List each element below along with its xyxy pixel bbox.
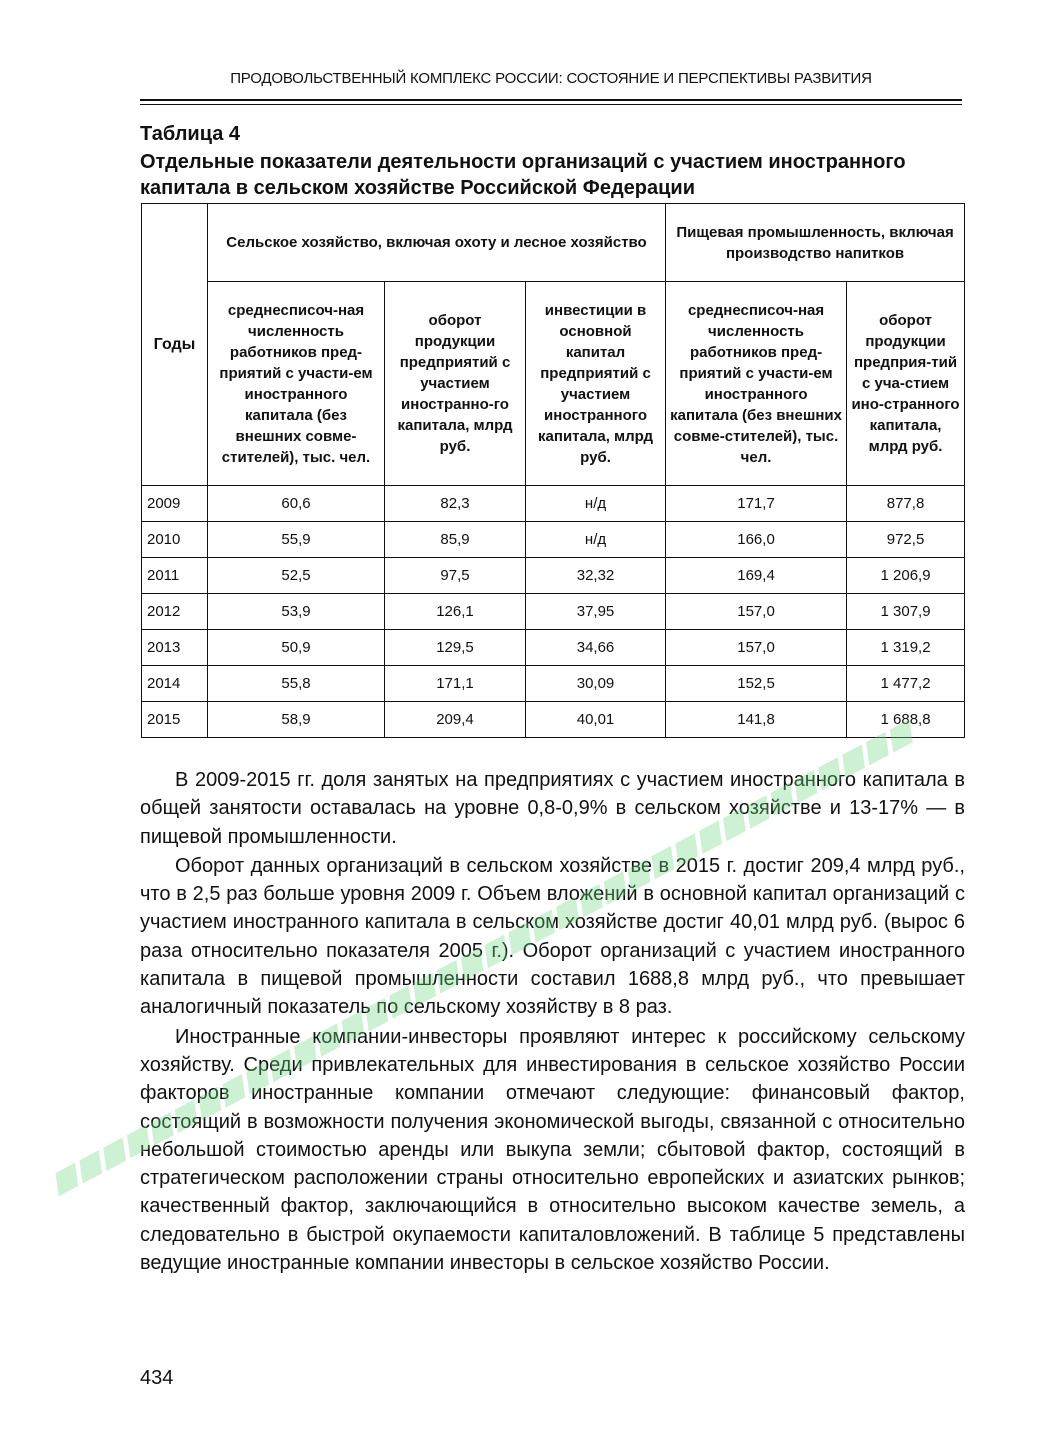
cell-value: н/д: [526, 486, 666, 522]
cell-value: 50,9: [208, 630, 385, 666]
cell-value: 55,9: [208, 522, 385, 558]
cell-value: 1 206,9: [847, 558, 965, 594]
cell-value: 157,0: [666, 630, 847, 666]
header-agri-turnover: оборот продукции предприятий с участием иностранно-го капитала, млрд руб.: [385, 282, 526, 486]
paragraph: В 2009-2015 гг. доля занятых на предприятиях с участием иностранного капитала в общей занятости оставалась на уровне 0,8-0,9% в сельском хозяйстве и 13-17% — в пищевой промышленности.: [140, 769, 965, 848]
header-food-turnover: оборот продукции предприя-тий с уча-стием ино-странного капитала, млрд руб.: [847, 282, 965, 486]
cell-value: 1 319,2: [847, 630, 965, 666]
header-group-food-industry: Пищевая промышленность, включая производство напитков: [666, 204, 965, 282]
cell-value: 166,0: [666, 522, 847, 558]
cell-value: 171,7: [666, 486, 847, 522]
header-years: Годы: [142, 204, 208, 486]
cell-value: 877,8: [847, 486, 965, 522]
cell-value: 82,3: [385, 486, 526, 522]
table-row: [142, 558, 965, 594]
cell-value: 129,5: [385, 630, 526, 666]
cell-value: 97,5: [385, 558, 526, 594]
header-agri-investment: инвестиции в основной капитал предприятий с участием иностранного капитала, млрд руб.: [526, 282, 666, 486]
page-number: 434: [140, 1367, 174, 1389]
cell-value: 34,66: [526, 630, 666, 666]
cell-value: 126,1: [385, 594, 526, 630]
header-rule-thin: [140, 104, 962, 105]
table-row: [142, 486, 965, 522]
cell-value: 1 307,9: [847, 594, 965, 630]
cell-value: 972,5: [847, 522, 965, 558]
cell-value: 52,5: [208, 558, 385, 594]
cell-value: 30,09: [526, 666, 666, 702]
cell-value: 85,9: [385, 522, 526, 558]
cell-value: 1 688,8: [847, 702, 965, 738]
data-table: [141, 203, 965, 738]
body-text: [140, 766, 965, 1277]
cell-value: 169,4: [666, 558, 847, 594]
watermark-block: [103, 1137, 126, 1171]
paragraph: Оборот данных организаций в сельском хозяйстве в 2015 г. достиг 209,4 млрд руб., что в 2,5 раз больше уровня 2009 г. Объем вложений в основной капитал организаций с участием иностранного капитала в сельском хозяйстве достиг 40,01 млрд руб. (вырос 6 раза относительно показателя 2005 г.). Оборот организаций с участием иностранного капитала в пищевой промышленности составил 1688,8 млрд руб., что превышает аналогичный показатель по сельскому хозяйству в 8 раз.: [140, 854, 965, 1019]
paragraph: Иностранные компании-инвесторы проявляют интерес к российскому сельскому хозяйству. Среди привлекательных для инвестирования в сельское хозяйство России факторов иностранные компании отмечают следующие: финансовый фактор, состоящий в возможности получения экономической выгоды, связанной с относительно небольшой стоимостью аренды или выкупа земли; сбытовой фактор, состоящий в стратегическом расположении страны относительно европейских и азиатских рынков; качественный фактор, заключающийся в относительно высоком качестве земель, а следовательно в быстрой окупаемости капиталовложений. В таблице 5 представлены ведущие иностранные компании инвесторы в сельское хозяйство России.: [140, 1025, 965, 1275]
table-row: [142, 594, 965, 630]
table-label: Таблица 4: [140, 123, 241, 145]
watermark-block: [79, 1150, 102, 1184]
header-food-employees: среднесписоч-ная численность работников пред-приятий с участи-ем иностранного капитала (без внешних совме-стителей), тыс. чел.: [666, 282, 847, 486]
cell-value: 37,95: [526, 594, 666, 630]
table-row: [142, 630, 965, 666]
cell-year: 2011: [142, 558, 208, 594]
cell-value: 171,1: [385, 666, 526, 702]
cell-value: 40,01: [526, 702, 666, 738]
cell-year: 2010: [142, 522, 208, 558]
cell-value: 53,9: [208, 594, 385, 630]
cell-value: 58,9: [208, 702, 385, 738]
watermark-block: [56, 1163, 79, 1197]
cell-year: 2014: [142, 666, 208, 702]
cell-year: 2015: [142, 702, 208, 738]
cell-value: 152,5: [666, 666, 847, 702]
header-agri-employees: среднесписоч-ная численность работников пред-приятий с участи-ем иностранного капитала (без внешних совме-стителей), тыс. чел.: [208, 282, 385, 486]
header-rule-thick: [140, 99, 962, 101]
cell-value: 60,6: [208, 486, 385, 522]
running-head: ПРОДОВОЛЬСТВЕННЫЙ КОМПЛЕКС РОССИИ: СОСТОЯНИЕ И ПЕРСПЕКТИВЫ РАЗВИТИЯ: [230, 70, 872, 87]
cell-value: 209,4: [385, 702, 526, 738]
table-row: [142, 702, 965, 738]
cell-value: 55,8: [208, 666, 385, 702]
header-group-agriculture: Сельское хозяйство, включая охоту и лесное хозяйство: [208, 204, 666, 282]
table-row: [142, 522, 965, 558]
table-row: [142, 666, 965, 702]
cell-year: 2013: [142, 630, 208, 666]
table-title: Отдельные показатели деятельности организаций с участием иностранного капитала в сельском хозяйстве Российской Федерации: [140, 151, 906, 199]
cell-value: 1 477,2: [847, 666, 965, 702]
cell-value: 141,8: [666, 702, 847, 738]
cell-value: 32,32: [526, 558, 666, 594]
cell-value: н/д: [526, 522, 666, 558]
cell-value: 157,0: [666, 594, 847, 630]
cell-year: 2012: [142, 594, 208, 630]
cell-year: 2009: [142, 486, 208, 522]
